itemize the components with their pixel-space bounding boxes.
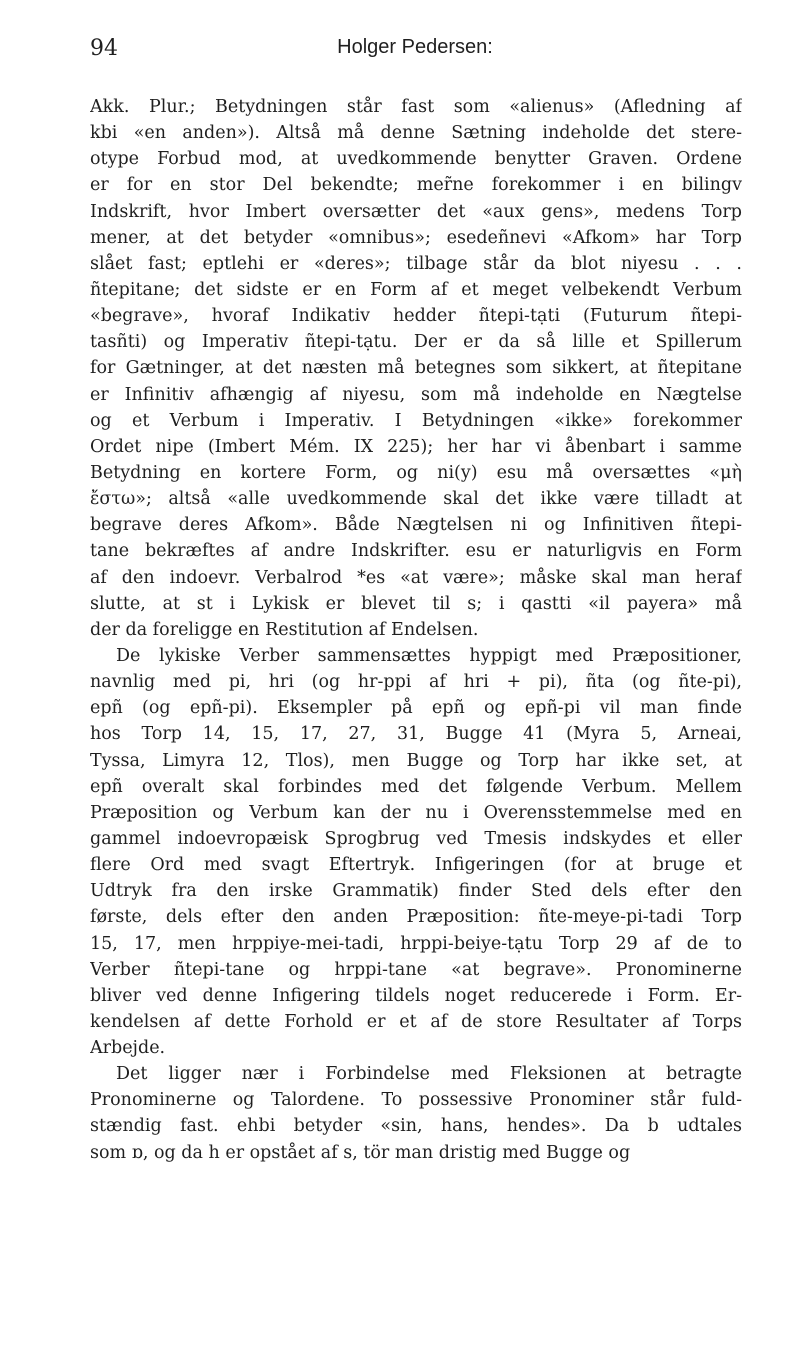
text-line: slutte, at st i Lykisk er blevet til s; i qastti «il payera» må [90,593,742,614]
text-line: slået fast; eptlehi er «deres»; tilbage står da blot niyesu . . . [90,253,742,274]
text-line: er Infinitiv afhængig af niyesu, som må indeholde en Nægtelse [90,384,742,405]
text-line: flere Ord med svagt Eftertryk. Infigeringen (for at bruge et [90,855,742,876]
text-line: hos Torp 14, 15, 17, 27, 31, Bugge 41 (Myra 5, Arneai, [90,724,742,745]
text-line: stændig fast. ehbi betyder «sin, hans, hendes». Da b udtales [90,1116,742,1137]
text-line: Ordet nipe (Imbert Mém. IX 225); her har vi åbenbart i samme [90,436,742,457]
text-line: kbi «en anden»). Altså må denne Sætning indeholde det stere- [90,123,742,144]
text-line: epñ (og epñ-pi). Eksempler på epñ og epñ-pi vil man finde [90,698,742,719]
text-line: Præposition og Verbum kan der nu i Overensstemmelse med en [90,802,742,823]
body-text [90,94,742,1166]
text-line: der da foreligge en Restitution af Endelsen. [90,619,479,640]
text-line: Tyssa, Limyra 12, Tlos), men Bugge og Torp har ikke set, at [90,750,742,771]
text-line: mener, at det betyder «omnibus»; esedeñnevi «Afkom» har Torp [90,227,742,248]
text-line: Betydning en kortere Form, og ni(y) esu må oversættes «μὴ [90,462,742,483]
text-line: Arbejde. [90,1038,166,1059]
text-line: kendelsen af dette Forhold er et af de store Resultater af Torps [90,1011,742,1032]
text-line: af den indoevr. Verbalrod *es «at være»; måske skal man heraf [90,567,742,588]
text-line: er for en stor Del bekendte; mer̃ne forekommer i en bilingv [90,175,742,196]
text-line: De lykiske Verber sammensættes hyppigt med Præpositioner, [116,645,742,666]
page-header [90,36,740,66]
text-line: begrave deres Afkom». Både Nægtelsen ni og Infinitiven ñtepi- [90,515,742,536]
text-line: navnlig med pi, hri (og hr-ppi af hri + pi), ñta (og ñte-pi), [90,672,742,693]
text-line: tasñti) og Imperativ ñtepi-tạtu. Der er da så lille et Spillerum [90,332,742,353]
text-line: og et Verbum i Imperativ. I Betydningen «ikke» forekommer [90,410,742,431]
text-line: Akk. Plur.; Betydningen står fast som «alienus» (Afledning af [90,97,742,117]
text-line: bliver ved denne Infigering tildels noget reducerede i Form. Er- [90,985,742,1006]
text-line: som ɒ, og da h er opstået af s, tör man dristig med Bugge og [90,1142,631,1163]
text-line: «begrave», hvoraf Indikativ hedder ñtepi-tạti (Futurum ñtepi- [90,306,742,327]
text-line: for Gætninger, at det næsten må betegnes som sikkert, at ñtepitane [90,358,742,379]
text-line: ñtepitane; det sidste er en Form af et meget velbekendt Verbum [90,279,742,300]
text-line: ἔστω»; altså «alle uvedkommende skal det ikke være tilladt at [90,489,742,510]
text-line: Verber ñtepi-tane og hrppi-tane «at begrave». Pronominerne [90,959,742,980]
text-line: gammel indoevropæisk Sprogbrug ved Tmesis indskydes et eller [90,828,742,849]
page-number: 94 [90,36,118,61]
text-line: tane bekræftes af andre Indskrifter. esu er naturligvis en Form [90,541,742,562]
text-line: første, dels efter den anden Præposition: ñte-meye-pi-tadi Torp [90,907,742,928]
text-line: Pronominerne og Talordene. To possessive Pronominer står fuld- [90,1090,742,1111]
text-line: Indskrift, hvor Imbert oversætter det «aux gens», medens Torp [90,201,742,222]
text-line: Udtryk fra den irske Grammatik) finder Sted dels efter den [90,881,742,902]
text-line: 15, 17, men hrppiye-mei-tadi, hrppi-beiye-tạtu Torp 29 af de to [90,933,742,954]
running-head: Holger Pedersen: [337,36,493,58]
text-line: epñ overalt skal forbindes med det følgende Verbum. Mellem [90,776,742,797]
text-line: otype Forbud mod, at uvedkommende benytter Graven. Ordene [90,149,742,170]
text-line: Det ligger nær i Forbindelse med Fleksionen at betragte [116,1064,742,1085]
